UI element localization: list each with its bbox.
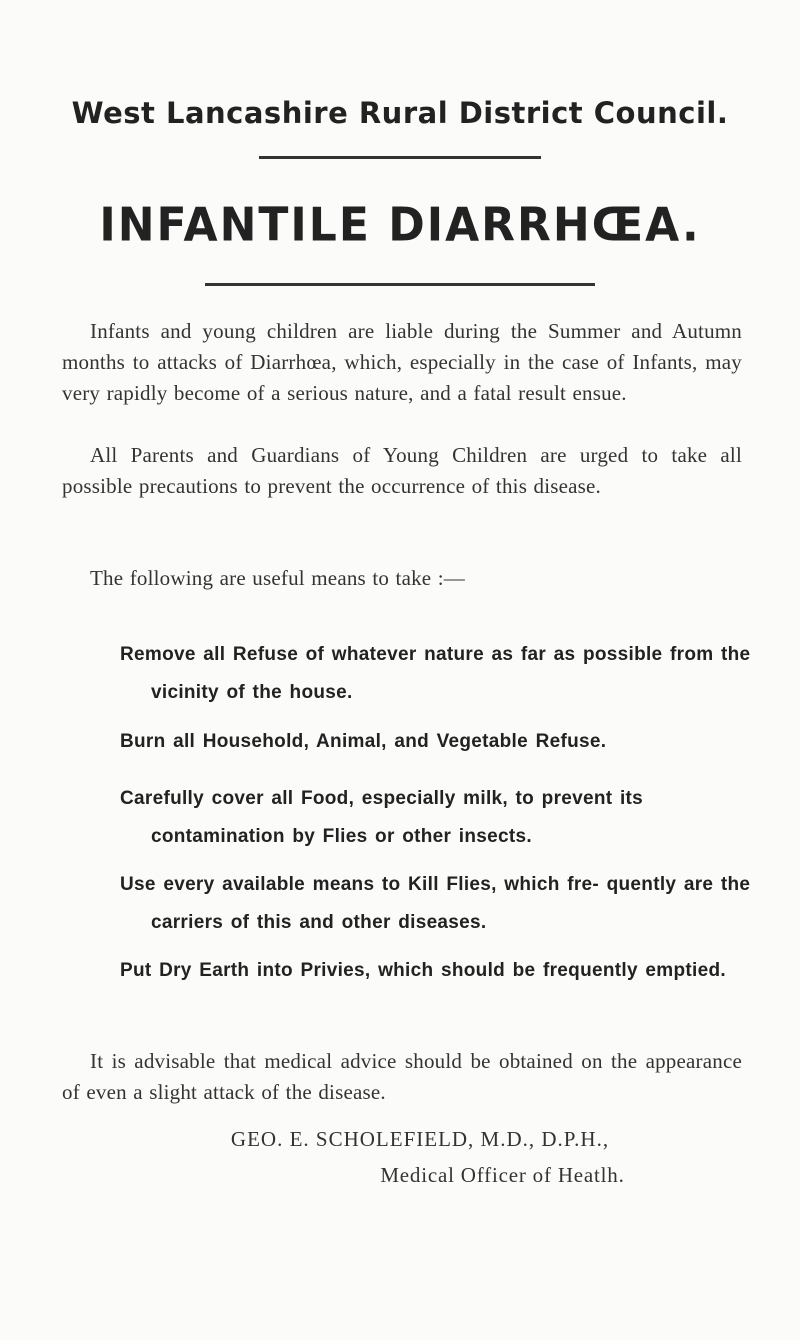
means-intro-paragraph: The following are useful means to take :— [90,566,466,590]
advice-paragraph: It is advisable that medical advice should be obtained on the appearance of even a slight attack of the disease. [62,1049,742,1104]
urge-paragraph: All Parents and Guardians of Young Children are urged to take all possible precautions to prevent the occurrence of this disease. [62,443,742,498]
measure-item: Carefully cover all Food, especially milk, to prevent its contamination by Flies or other insects. [120,788,644,847]
signature-title: Medical Officer of Heatlh. [380,1163,625,1187]
measure-item: Burn all Household, Animal, and Vegetable Refuse. [120,731,607,752]
intro-paragraph: Infants and young children are liable during the Summer and Autumn months to attacks of Diarrhœa, which, especially in the case of Infants, may very rapidly become of a serious nature, and a fatal result ensue. [62,319,742,405]
top-divider [259,156,541,159]
measure-item: Remove all Refuse of whatever nature as far as possible from the vicinity of the house. [120,644,751,703]
measure-item: Put Dry Earth into Privies, which should be frequently emptied. [120,960,726,981]
bottom-divider [205,283,595,286]
council-heading: West Lancashire Rural District Council. [71,96,729,130]
measure-item: Use every available means to Kill Flies, which fre- quently are the carriers of this and other diseases. [120,874,751,933]
signature-name: GEO. E. SCHOLEFIELD, M.D., D.P.H., [230,1127,610,1151]
notice-title: INFANTILE DIARRHŒA. [99,198,701,253]
